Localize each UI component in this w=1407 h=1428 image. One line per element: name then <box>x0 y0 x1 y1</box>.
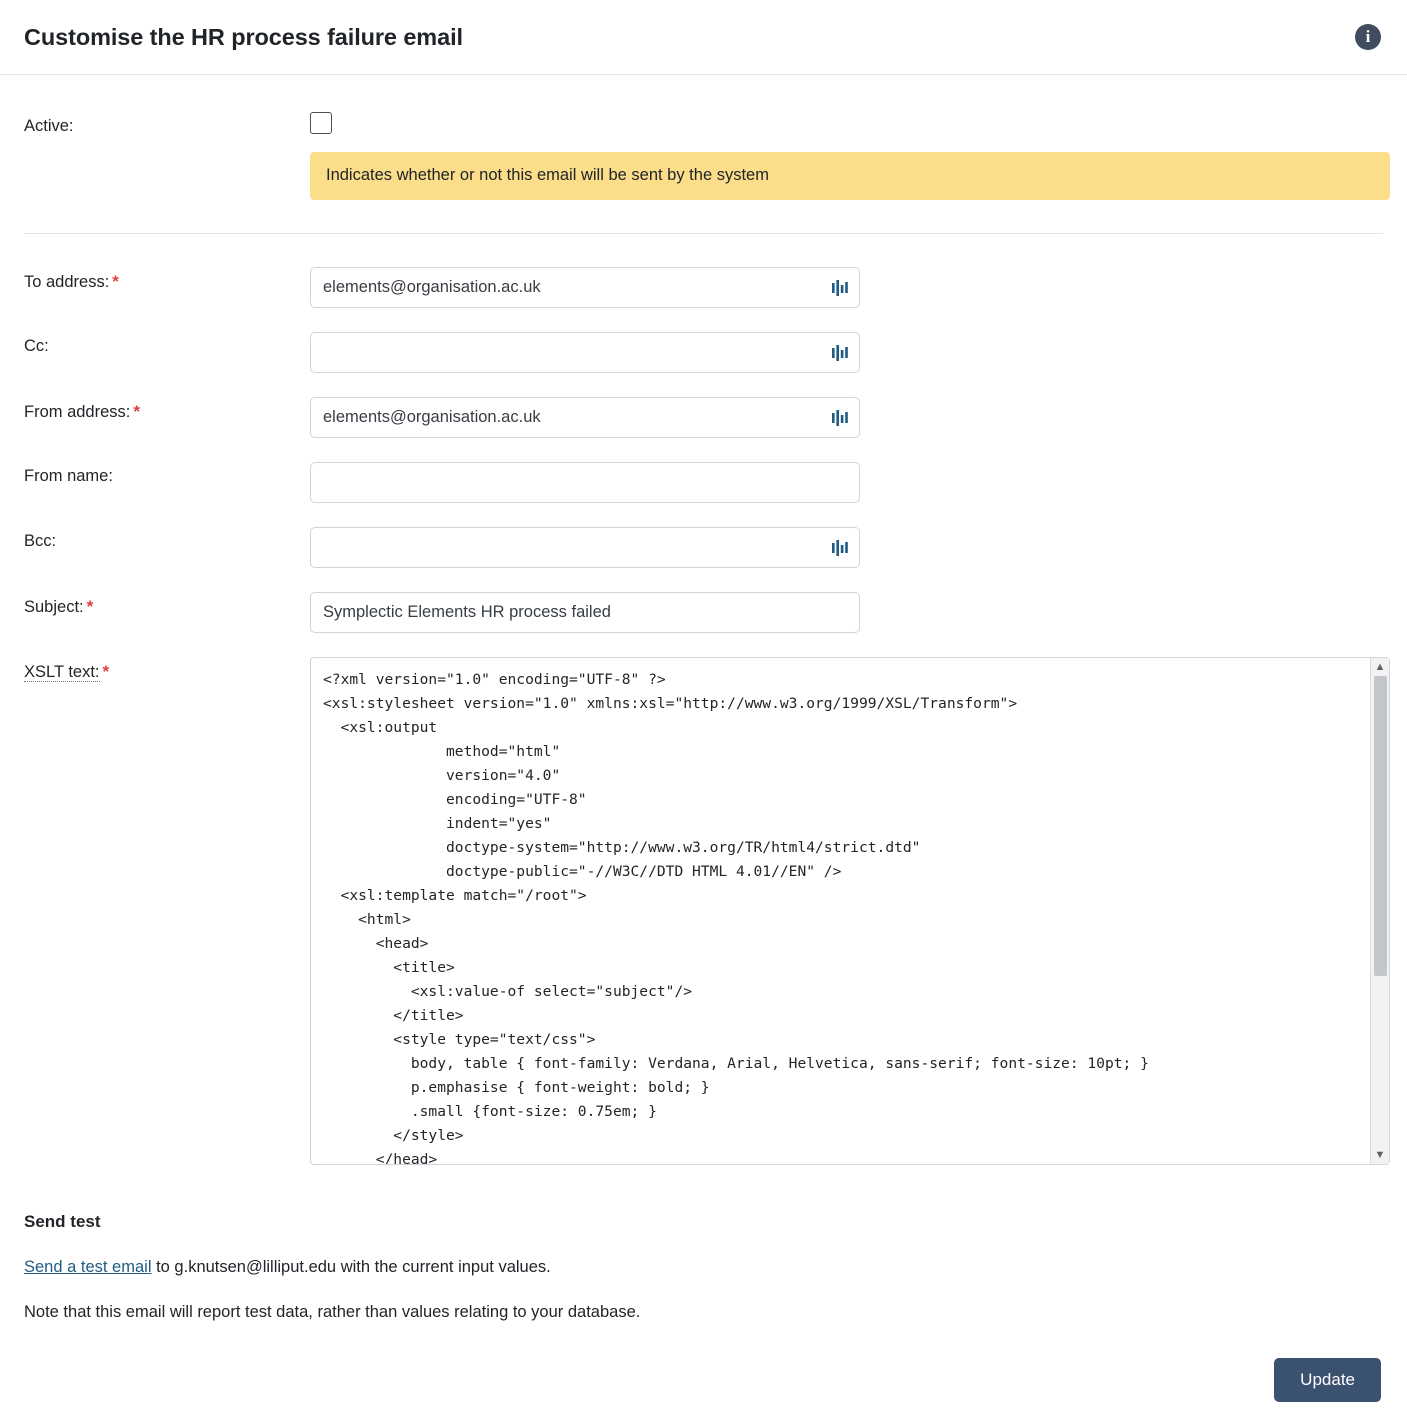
bcc-label-text: Bcc: <box>24 532 57 550</box>
xslt-textarea[interactable] <box>310 657 1390 1165</box>
send-test-heading: Send test <box>24 1212 101 1231</box>
from-name-input-wrap <box>310 462 860 503</box>
to-address-input-wrap <box>310 267 860 308</box>
subject-label <box>24 592 310 617</box>
xslt-row <box>24 657 1386 1170</box>
to-address-label-text: To address: <box>24 273 110 291</box>
subject-field <box>310 592 1383 633</box>
from-address-input-wrap <box>310 397 860 438</box>
to-address-row <box>24 267 1383 308</box>
cc-field <box>310 332 1383 373</box>
bcc-input[interactable] <box>310 527 860 568</box>
xslt-scrollbar[interactable] <box>1370 658 1389 1164</box>
from-name-field <box>310 462 1383 503</box>
send-test-line-rest: to g.knutsen@lilliput.edu with the current input values. <box>151 1258 551 1276</box>
cc-label <box>24 332 310 356</box>
required-marker: * <box>102 662 110 681</box>
xslt-field <box>310 657 1390 1170</box>
insert-field-icon[interactable] <box>831 539 849 557</box>
from-name-row <box>24 462 1383 503</box>
to-address-input[interactable] <box>310 267 860 308</box>
subject-label-text: Subject: <box>24 598 84 616</box>
cc-input[interactable] <box>310 332 860 373</box>
from-name-label <box>24 462 310 486</box>
insert-field-icon[interactable] <box>831 344 849 362</box>
active-row <box>24 75 1383 200</box>
to-address-label <box>24 267 310 292</box>
active-label <box>24 112 310 136</box>
subject-input[interactable] <box>310 592 860 633</box>
form-footer <box>0 1322 1407 1428</box>
active-label-text: Active: <box>24 117 74 135</box>
cc-label-text: Cc: <box>24 337 49 355</box>
section-divider <box>24 233 1383 234</box>
from-name-input[interactable] <box>310 462 860 503</box>
xslt-label <box>24 657 310 682</box>
scrollbar-thumb[interactable] <box>1374 676 1387 976</box>
from-address-label <box>24 397 310 422</box>
subject-input-wrap <box>310 592 860 633</box>
scroll-up-icon[interactable]: ▲ <box>1374 661 1386 673</box>
to-address-field <box>310 267 1383 308</box>
cc-input-wrap <box>310 332 860 373</box>
update-button[interactable]: Update <box>1274 1358 1381 1402</box>
active-field <box>310 112 1390 200</box>
xslt-textarea-wrap <box>310 657 1390 1170</box>
from-address-input[interactable] <box>310 397 860 438</box>
active-checkbox[interactable] <box>310 112 332 134</box>
send-test-line <box>24 1258 1383 1277</box>
from-address-label-text: From address: <box>24 403 131 421</box>
bcc-input-wrap <box>310 527 860 568</box>
info-icon[interactable]: i <box>1355 24 1381 50</box>
required-marker: * <box>133 402 140 421</box>
xslt-label-text: XSLT text: <box>24 663 100 681</box>
insert-field-icon[interactable] <box>831 409 849 427</box>
subject-row <box>24 592 1383 633</box>
active-hint: Indicates whether or not this email will be sent by the system <box>310 152 1390 200</box>
email-form <box>0 75 1407 1170</box>
required-marker: * <box>112 272 119 291</box>
from-address-row <box>24 397 1383 438</box>
page-header <box>0 0 1407 75</box>
send-test-email-link[interactable]: Send a test email <box>24 1258 152 1276</box>
bcc-row <box>24 527 1383 568</box>
send-test-section <box>0 1212 1407 1322</box>
required-marker: * <box>86 597 94 616</box>
page-title: Customise the HR process failure email <box>24 23 463 50</box>
from-address-field <box>310 397 1383 438</box>
bcc-field <box>310 527 1383 568</box>
cc-row <box>24 332 1383 373</box>
scroll-down-icon[interactable]: ▼ <box>1374 1149 1386 1161</box>
insert-field-icon[interactable] <box>831 279 849 297</box>
bcc-label <box>24 527 310 551</box>
send-test-note: Note that this email will report test data, rather than values relating to your database. <box>24 1303 641 1321</box>
from-name-label-text: From name: <box>24 467 113 485</box>
